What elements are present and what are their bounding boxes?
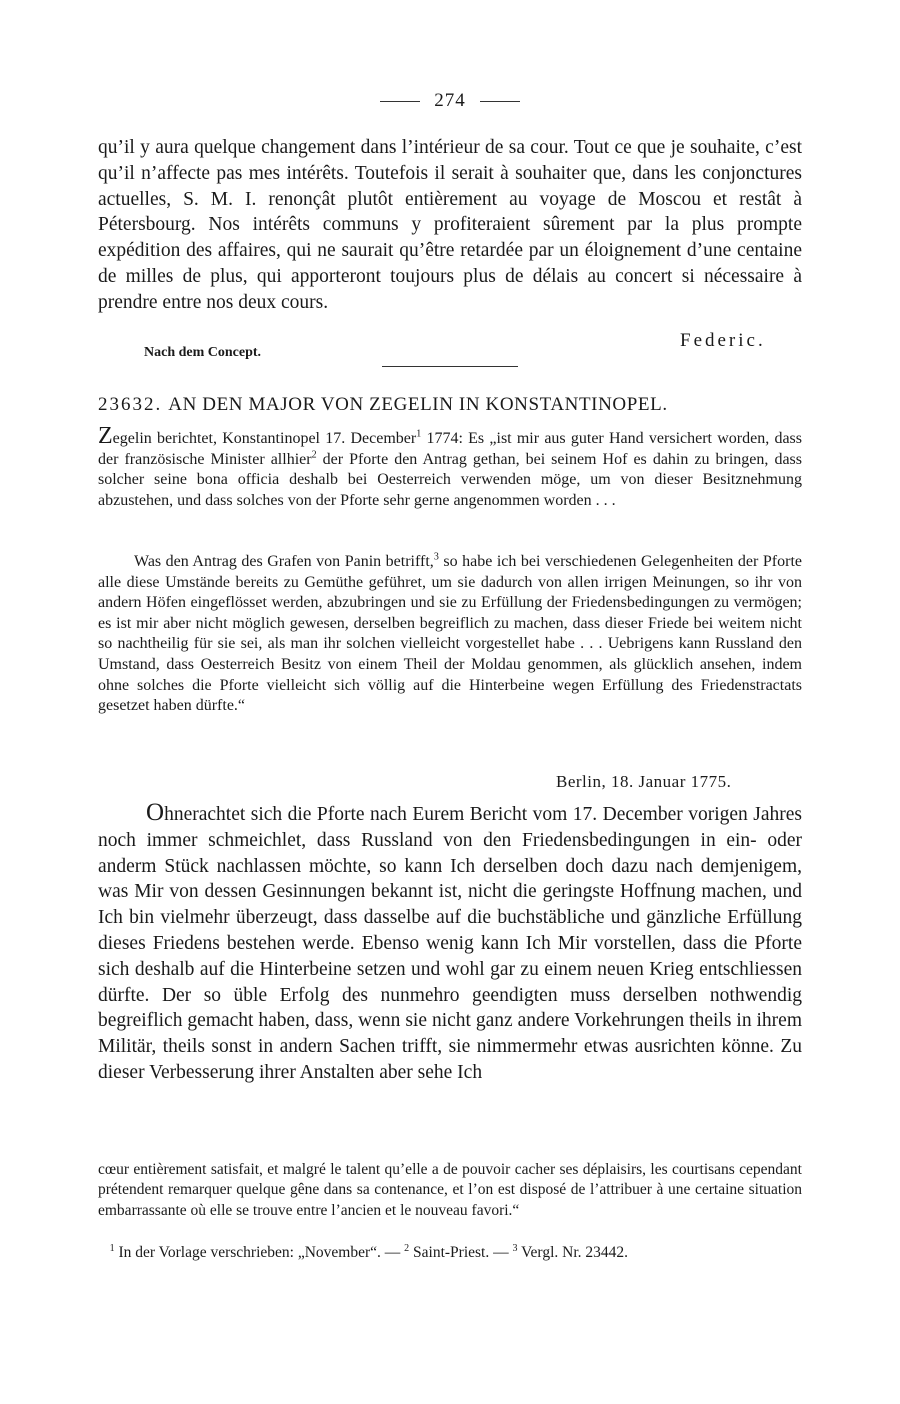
footnote-mark-1: 1 <box>109 1242 115 1254</box>
footnote-mark-3: 3 <box>512 1242 518 1254</box>
summary-text-a: egelin berichtet, Konstantinopel 17. December <box>112 430 417 447</box>
footnote-2: Saint-Priest. — <box>409 1244 513 1261</box>
section-separator <box>382 366 518 367</box>
footnote-mark-2: 2 <box>404 1242 410 1254</box>
footnote-continuation: cœur entièrement satisfait, et malgré le talent qu’elle a de pouvoir cacher ses déplaisirs, les courtisans cependant prétendent remarquer quelque gêne dans sa contenance, et l’on est disposé de l’attribuer à une certaine situation embarrassante où elle se trouve entre l’ancien et le nouveau favori.“ <box>98 1161 802 1219</box>
summary-text-b: 1774: Es „ist mir aus guter Hand versichert worden, dass der französische Minister allhier <box>98 430 803 468</box>
header-rule-left <box>380 101 420 102</box>
page-header <box>0 90 900 112</box>
letter-initial: O <box>146 799 165 826</box>
letter-text: hnerachtet sich die Pforte nach Eurem Bericht vom 17. December vorigen Jahres noch immer schmeichlet, dass Russland von den Friedensbedingungen in ein- oder anderm Stück nachlassen möchte, so kann Ich derselben doch dazu nach demjenigem, was Mir von dessen Gesinnungen bekannt ist, nicht die geringste Hoffnung machen, und Ich bin vielmehr überzeugt, dass dasselbe auf die buchstäbliche und gänzliche Erfüllung dieses Friedens bestehen werde. Ebenso wenig kann Ich Mir vorstellen, dass die Pforte sich deshalb auf die Hinterbeine setzen und wohl gar zu einem neuen Krieg entschliessen dürfte. Der so üble Erfolg des nunmehro geendigten muss derselben nothwendig begreiflich gemacht haben, dass, wenn sie nicht ganz andere Vorkehrungen theils in ihrem Militär, theils sonst in andern Sachen trifft, sie nimmermehr etwas ausrichten könne. Zu dieser Verbesserung ihrer Anstalten aber sehe Ich <box>98 804 802 1083</box>
footnote-ref-1: 1 <box>416 428 422 440</box>
document-heading <box>98 394 818 416</box>
footnote-1: In der Vorlage verschrieben: „November“. — <box>114 1244 405 1261</box>
summary-text-c: der Pforte den Antrag gethan, bei seinem Hof es dahin zu bringen, dass solcher seine bona officia deshalb bei Oesterreich verwenden möge, um von dieser Besitznehmung abzustehen, und dass solches von der Pforte sehr gerne angenommen worden . . . <box>98 450 802 509</box>
summary-text-d: Was den Antrag des Grafen von Panin betrifft, <box>134 553 434 570</box>
signature: Federic. <box>680 330 766 351</box>
footnotes <box>98 1243 802 1263</box>
footnote-ref-3: 3 <box>433 551 439 563</box>
source-note: Nach dem Concept. <box>144 345 262 360</box>
header-rule-right <box>480 101 520 102</box>
summary-paragraph-1 <box>98 423 803 511</box>
summary-text-e: so habe ich bei verschiedenen Gelegenheiten der Pforte alle diese Umstände bereits zu Gemüthe geführet, um sie dadurch von allen irrigen Meinungen, so ihr von andern Höfen eingeflösset werden, abzubringen und sie zu Erfüllung der Friedensbedingungen zu vermögen; es ist mir aber nicht möglich gewesen, derselben begreiflich zu machen, dass dieser Friede bei weitem nicht so nachtheilig für sie sei, als man ihr solchen vielleicht vorgestellet habe . . . Uebrigens kann Russland den Umstand, dass Oesterreich Besitz von einem Theil der Moldau genommen, als glücklich ansehen, indem ohne solches die Pforte vielleicht sich völlig auf die Hinterbeine wegen Erfüllung des Friedenstractats gesetzet haben dürfte.“ <box>98 553 802 715</box>
document-number: 23632. <box>98 394 163 415</box>
letter-body <box>98 800 802 1086</box>
footnote-3: Vergl. Nr. 23442. <box>517 1244 628 1261</box>
page-number: 274 <box>434 90 466 111</box>
continuation-paragraph: qu’il y aura quelque changement dans l’intérieur de sa cour. Tout ce que je souhaite, c’est qu’il n’affecte pas mes intérêts. Toutefois il serait à souhaiter que, dans les conjonctures actuelles, S. M. I. renonçât plutôt entièrement au voyage de Moscou et restât à Pétersbourg. Nos intérêts communs y profiteraient sûrement par la plus prompte expédition des affaires, qui ne saurait qu’être retardée par un éloignement d’une centaine de milles de plus, qui apporteront toujours plus de délais au concert si nécessaire à prendre entre nos deux cours. <box>98 137 802 313</box>
footnote-ref-2: 2 <box>311 449 317 461</box>
dateline: Berlin, 18. Januar 1775. <box>556 772 732 791</box>
document-title: AN DEN MAJOR VON ZEGELIN IN KONSTANTINOPEL. <box>168 394 668 415</box>
summary-paragraph-2 <box>98 552 802 717</box>
summary-initial: Z <box>98 423 113 449</box>
